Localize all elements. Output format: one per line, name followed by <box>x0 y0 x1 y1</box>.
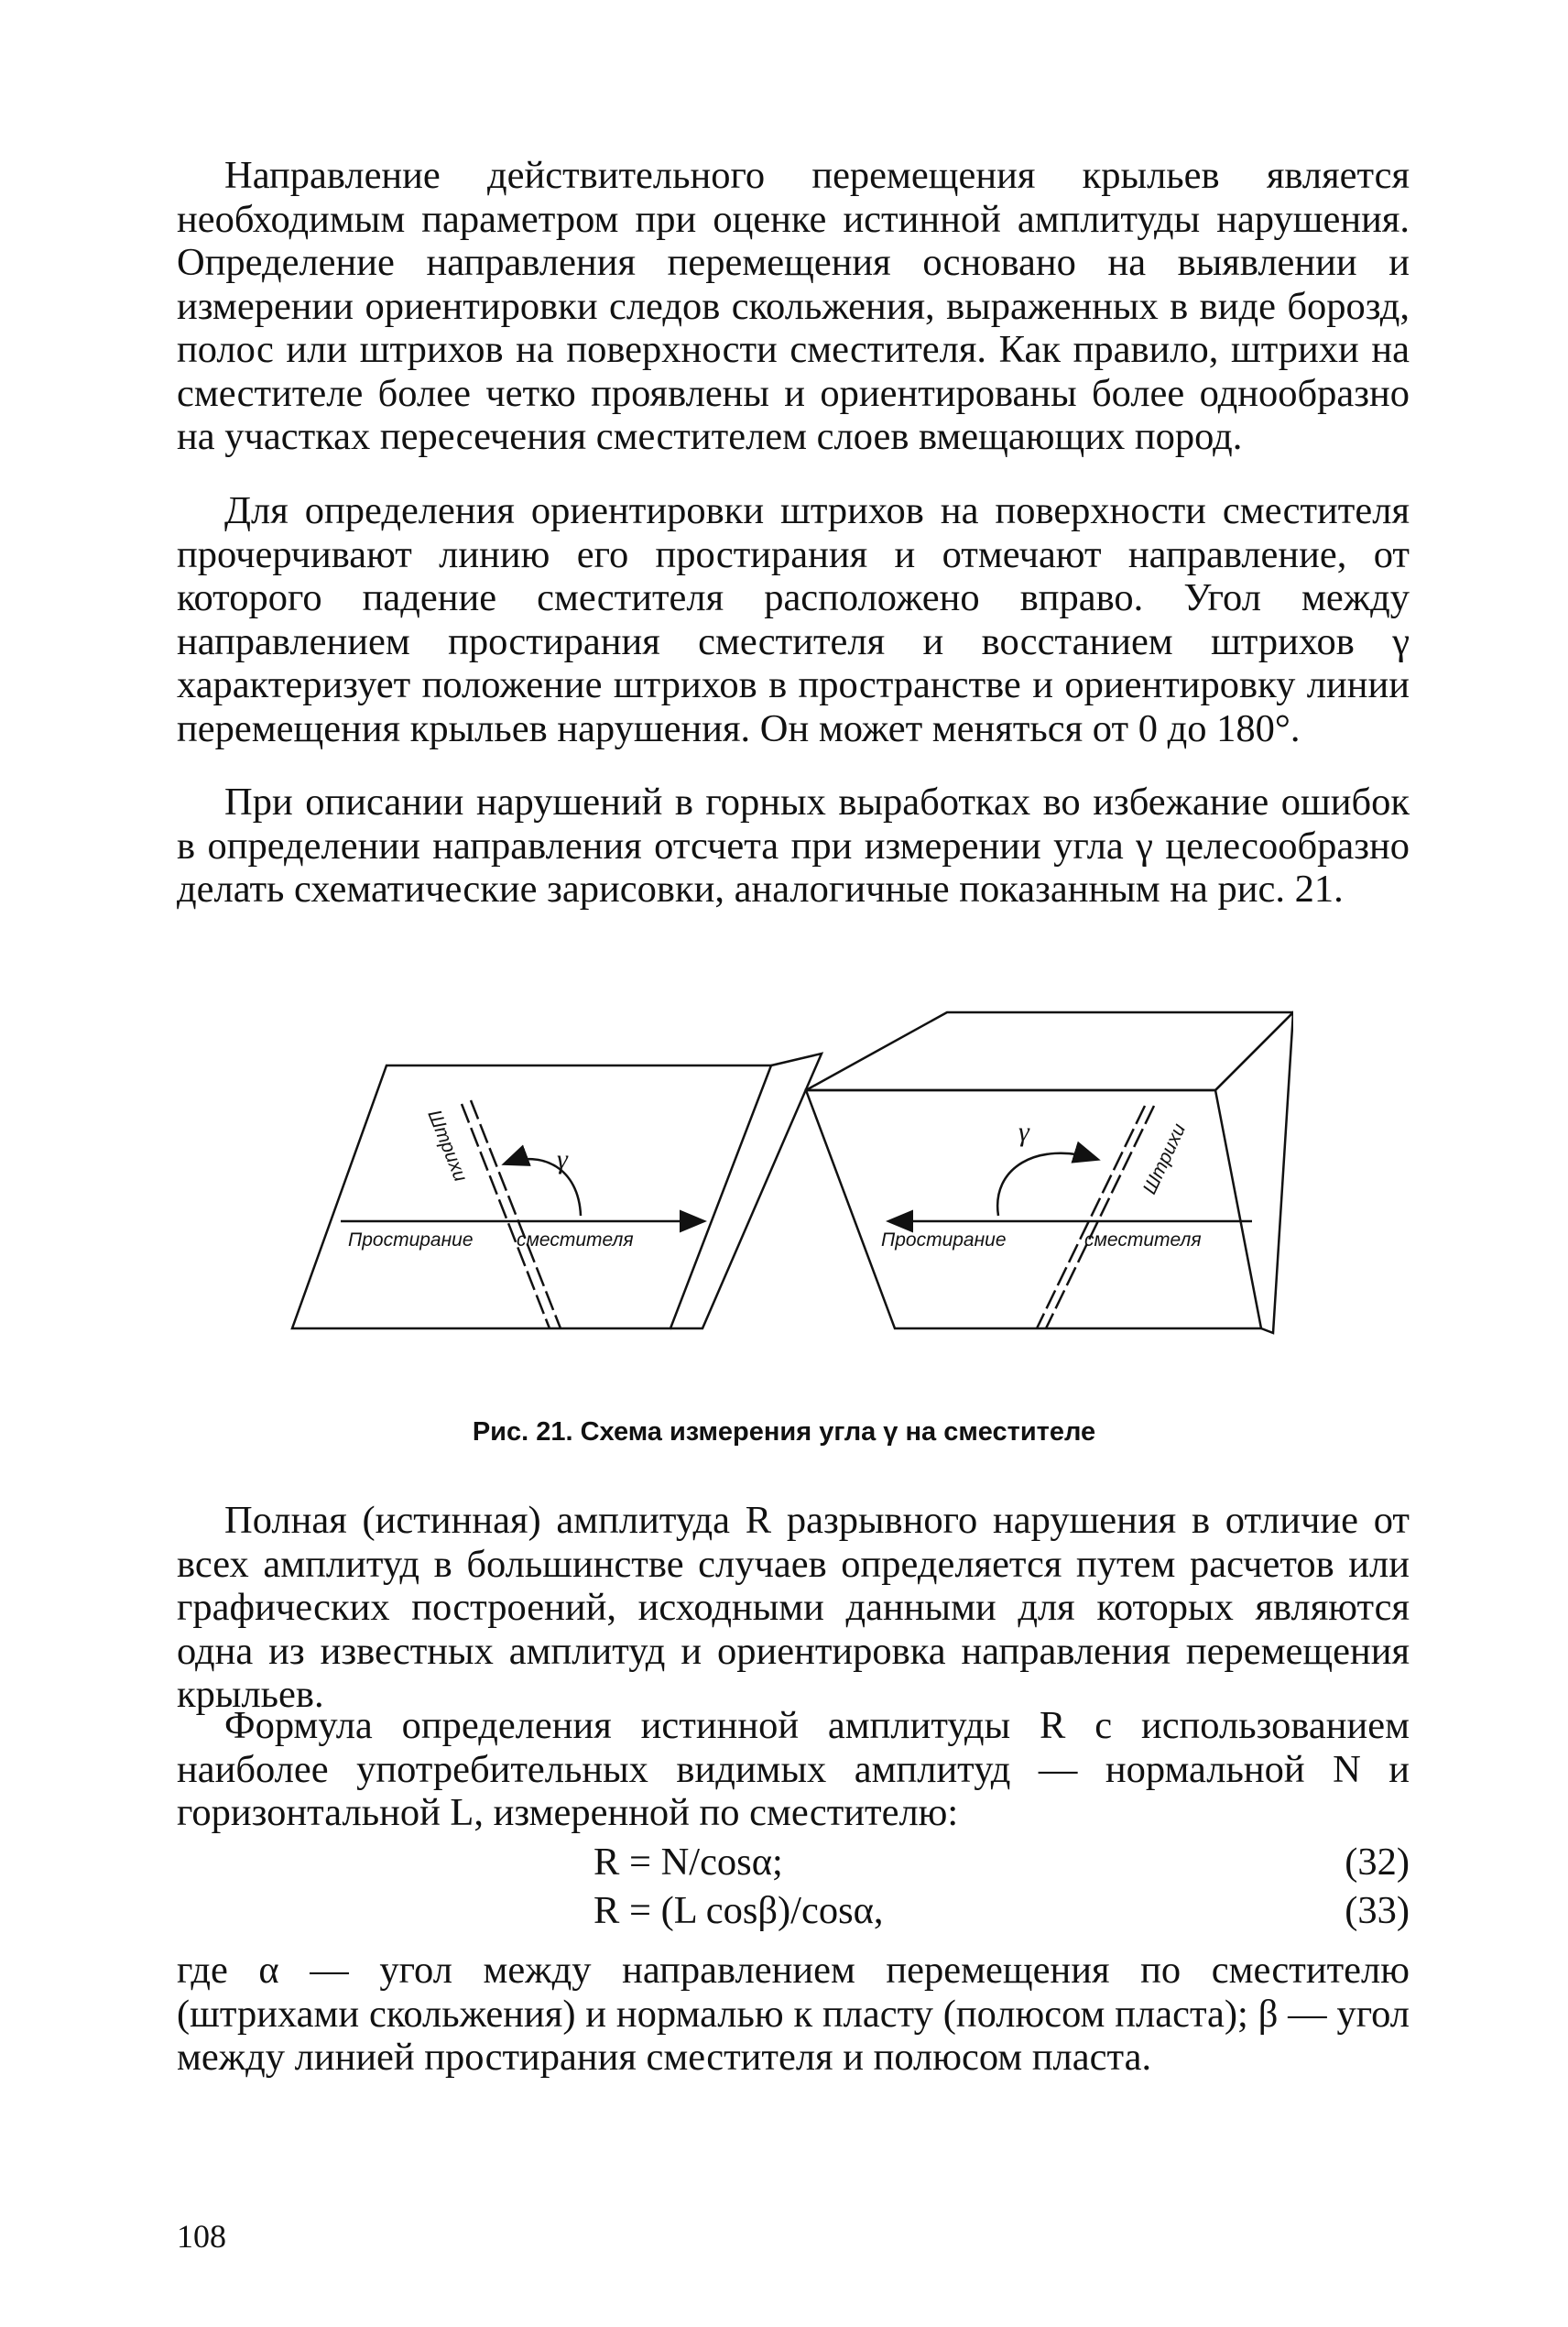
left-angle-arc <box>506 1159 581 1216</box>
right-strike-label-b: сместителя <box>1084 1229 1202 1251</box>
left-angle-label: γ <box>557 1144 568 1174</box>
left-striae-label: Штрихи <box>423 1107 472 1185</box>
paragraph-2: Для определения ориентировки штрихов на поверхности сместителя прочерчивают линию его простирания и отмечают направление, от которого падение сместителя расположено вправо. Угол между направлением простирания сместителя и восстанием штрихов γ характеризует положение штрихов в пространстве и ориентировку линии перемещения крыльев нарушения. Он может меняться от 0 до 180°. <box>177 489 1410 750</box>
right-angle-arc <box>997 1153 1096 1216</box>
left-strike-label-a: Простирание <box>348 1229 474 1251</box>
left-prism <box>292 1054 822 1328</box>
figure-caption: Рис. 21. Схема измерения угла γ на сместителе <box>472 1417 1096 1447</box>
left-prism-side-face <box>670 1054 822 1328</box>
formula-33 <box>177 1888 1410 1934</box>
paragraph-5: Формула определения истинной амплитуды R с использованием наиболее употребительных видимых амплитуд — нормальной N и горизонтальной L, измеренной по сместителю: <box>177 1704 1410 1834</box>
right-angle-label: γ <box>1018 1117 1029 1147</box>
formula-32-number: (32) <box>1345 1841 1410 1884</box>
right-strike-label-a: Простирание <box>881 1229 1007 1251</box>
page-number: 108 <box>177 2218 226 2255</box>
right-striae-lines <box>1037 1106 1154 1328</box>
right-striae-label: Штрихи <box>1138 1120 1191 1198</box>
paragraph-3: При описании нарушений в горных выработках во избежание ошибок в определении направления отсчета при измерении угла γ целесообразно делать схематические зарисовки, аналогичные показанным на рис. 21. <box>177 781 1410 911</box>
left-striae-lines <box>462 1100 561 1328</box>
figure-21-diagram <box>286 1003 1293 1351</box>
left-prism-front-face <box>292 1065 771 1328</box>
right-wedge <box>806 1012 1293 1333</box>
paragraph-6: где α — угол между направлением перемещения по сместителю (штрихами скольжения) и нормалью к пласту (полюсом пласта); β — угол между линией простирания сместителя и полюсом пласта. <box>177 1949 1410 2079</box>
left-strike-label-b: сместителя <box>517 1229 634 1251</box>
formula-33-number: (33) <box>1345 1889 1410 1932</box>
right-wedge-front-face <box>806 1090 1261 1328</box>
right-wedge-side-face <box>1215 1012 1293 1333</box>
formula-33-expression: R = (L cosβ)/cosα, <box>593 1889 884 1932</box>
formula-32 <box>177 1840 1410 1885</box>
right-wedge-top-face <box>806 1012 1293 1090</box>
formula-32-expression: R = N/cosα; <box>593 1841 783 1884</box>
paragraph-1: Направление действительного перемещения крыльев является необходимым параметром при оценке истинной амплитуды нарушения. Определение направления перемещения основано на выявлении и измерении ориентировки следов скольжения, выраженных в виде борозд, полос или штрихов на поверхности сместителя. Как правило, штрихи на сместителе более четко проявлены и ориентированы более однообразно на участках пересечения сместителем слоев вмещающих пород. <box>177 154 1410 458</box>
paragraph-4: Полная (истинная) амплитуда R разрывного нарушения в отличие от всех амплитуд в большинстве случаев определяется путем расчетов или графических построений, исходными данными для которых являются одна из известных амплитуд и ориентировка направления перемещения крыльев. <box>177 1499 1410 1716</box>
